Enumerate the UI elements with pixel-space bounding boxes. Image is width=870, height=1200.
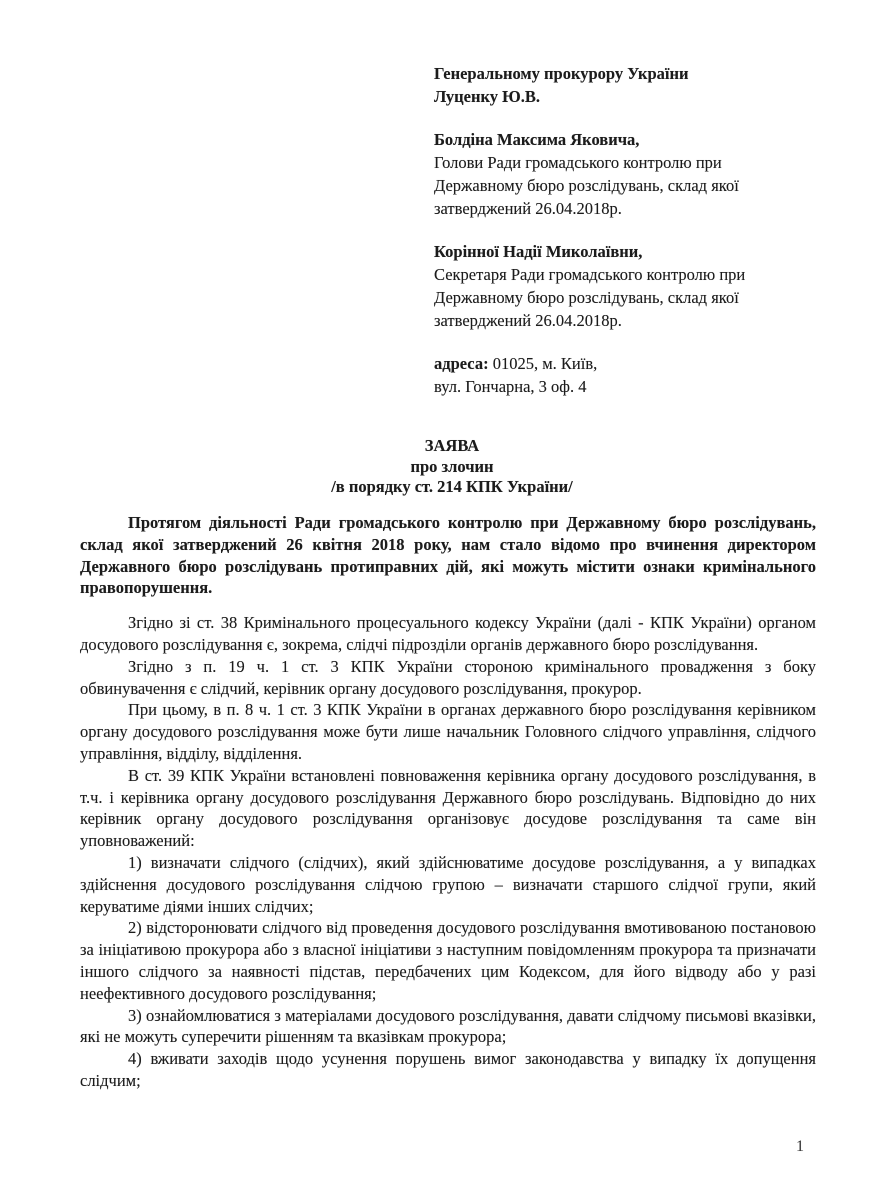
address-line2: вул. Гончарна, 3 оф. 4: [434, 377, 587, 396]
address-value: 01025, м. Київ,: [488, 354, 598, 373]
document-body: [80, 512, 816, 1092]
body-paragraph: В ст. 39 КПК України встановлені повноваження керівника органу досудового розслідування, в т.ч. і керівника органу досудового розслідування Державного бюро розслідувань. Відповідно до них керівник органу досудового розслідування організовує досудове розслідування та саме він уповноважений:: [80, 765, 816, 851]
title-line-1: ЗАЯВА: [424, 436, 480, 455]
body-paragraph: 1) визначати слідчого (слідчих), який здійснюватиме досудове розслідування, а у випадках здійснення досудового розслідування слідчою групою – визначати старшого слідчої групи, який керуватиме діями інших слідчих;: [80, 852, 816, 916]
applicant-1-name: Болдіна Максима Яковича,: [434, 130, 640, 149]
body-paragraph: 2) відсторонювати слідчого від проведення досудового розслідування вмотивованою постановою за ініціативою прокурора або з власної ініціативи з наступним повідомленням прокурора та призначати іншого слідчого за наявності підстав, передбачених цим Кодексом, для його відводу або у разі неефективного досудового розслідування;: [80, 918, 816, 1003]
addressee-block: [434, 62, 794, 418]
recipient-name: Луценку Ю.В.: [434, 87, 540, 106]
applicant-1-desc-line: затверджений 26.04.2018р.: [434, 199, 622, 218]
applicant-1-block: [434, 128, 794, 220]
applicant-2-name: Корінної Надії Миколаївни,: [434, 242, 643, 261]
address-line1: [434, 352, 794, 375]
applicant-1-desc-line: Державному бюро розслідувань, склад якої: [434, 176, 739, 195]
title-line-3: /в порядку ст. 214 КПК України/: [331, 477, 573, 496]
address-label: адреса:: [434, 354, 489, 373]
address-block: [434, 352, 794, 398]
recipient-title: Генеральному прокурору України: [434, 64, 689, 83]
recipient-block: [434, 62, 794, 108]
applicant-2-desc-line: затверджений 26.04.2018р.: [434, 311, 622, 330]
body-paragraph: При цьому, в п. 8 ч. 1 ст. 3 КПК України в органах державного бюро розслідування керівником органу досудового розслідування може бути лише начальник Головного слідчого управління, слідчого управління, відділу, відділення.: [80, 700, 816, 763]
title-line-2: про злочин: [410, 456, 494, 476]
applicant-2-desc-line: Секретаря Ради громадського контролю при: [434, 265, 746, 284]
page-number: 1: [796, 1138, 804, 1155]
body-paragraph: Згідно з п. 19 ч. 1 ст. 3 КПК України стороною кримінального провадження з боку обвинувачення є слідчий, керівник органу досудового розслідування, прокурор.: [80, 656, 816, 698]
applicant-2-desc-line: Державному бюро розслідувань, склад якої: [434, 288, 739, 307]
document-title-block: [72, 436, 832, 498]
applicant-1-desc-line: Голови Ради громадського контролю при: [434, 153, 722, 172]
lead-paragraph: Протягом діяльності Ради громадського контролю при Державному бюро розслідувань, склад якої затверджений 26 квітня 2018 року, нам стало відомо про вчинення директором Державного бюро розслідувань протиправних дій, які можуть містити ознаки кримінального правопорушення.: [80, 513, 816, 598]
body-paragraph: Згідно зі ст. 38 Кримінального процесуального кодексу України (далі - КПК України) органом досудового розслідування є, зокрема, слідчі підрозділи органів державного бюро розслідування.: [80, 613, 816, 654]
applicant-2-block: [434, 240, 794, 332]
body-paragraph: 4) вживати заходів щодо усунення порушень вимог законодавства у випадку їх допущення слідчим;: [80, 1049, 816, 1090]
body-paragraph: 3) ознайомлюватися з матеріалами досудового розслідування, давати слідчому письмові вказівки, які не можуть суперечити рішенням та вказівкам прокурора;: [80, 1005, 816, 1047]
